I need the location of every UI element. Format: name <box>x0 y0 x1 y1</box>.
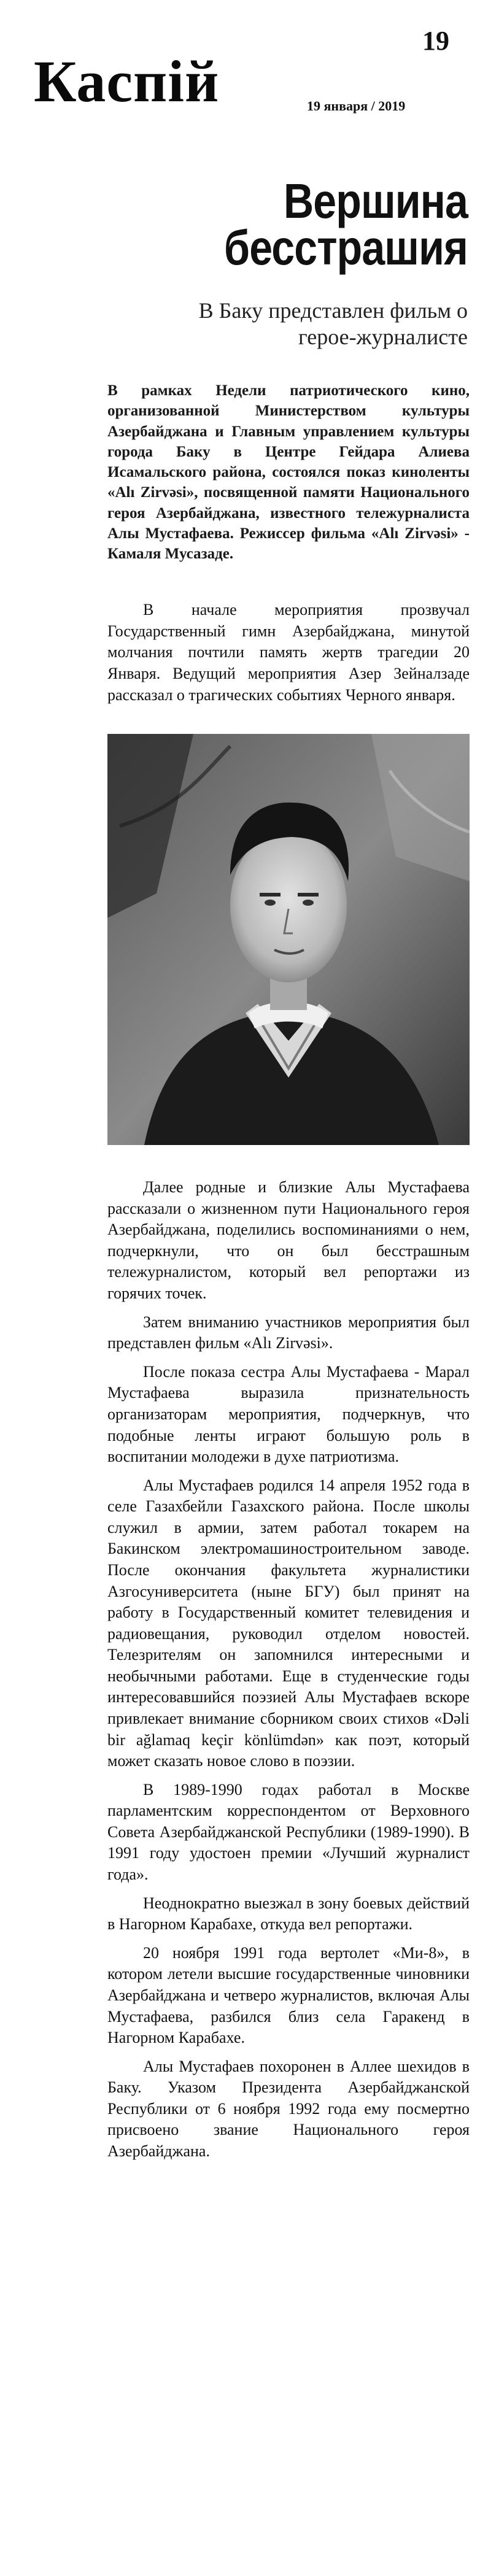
body-paragraph: После показа сестра Алы Мустафаева - Марал Мустафаева выразила признательность организаторам мероприятия, подчеркнув, что подобные ленты играют большую роль в воспитании молодежи в духе патриотизма. <box>107 1362 470 1466</box>
headline-line-1: Вершина <box>284 174 468 228</box>
body-paragraph: 20 ноября 1991 года вертолет «Ми-8», в котором летели высшие государственные чиновники Азербайджана и четверо журналистов, включая Алы Мустафаева, разбился близ села Гаракенд в Нагорном Карабахе. <box>107 1943 470 2047</box>
body-paragraph: Затем вниманию участников мероприятия был представлен фильм «Alı Zirvəsi». <box>107 1313 470 1352</box>
lead-paragraph: В рамках Недели патриотического кино, организованной Министерством культуры Азербайджана и Главным управлением культуры города Баку в Центре Гейдара Алиева Исамальского района, состоялся показ киноленты «Alı Zirvəsi», посвященной памяти Национального героя Азербайджана, известного тележурналиста Алы Мустафаева. Режиссер фильма «Alı Zirvəsi» - Камаля Мусазаде. <box>107 382 470 562</box>
body-paragraph: Далее родные и близкие Алы Мустафаева рассказали о жизненном пути Национального героя Азербайджана, поделились воспоминаниями о нем, подчеркнули, что он был бесстрашным тележурналистом, который вел репортажи из горячих точек. <box>107 1178 470 1303</box>
headline-line-2: бесстрашия <box>224 220 468 275</box>
body-paragraph: В начале мероприятия прозвучал Государственный гимн Азербайджана, минутой молчания почтили память жертв трагедии 20 Января. Ведущий мероприятия Азер Зейналзаде рассказал о трагических событиях Черного января. <box>107 601 470 704</box>
body-paragraph: Алы Мустафаев похоронен в Аллее шехидов в Баку. Указом Президента Азербайджанской Республики от 6 ноября 1992 года ему посмертно присвоено звание Национального героя Азербайджана. <box>107 2057 470 2160</box>
issue-date: 19 января / 2019 <box>307 98 406 114</box>
body-paragraph: Алы Мустафаев родился 14 апреля 1952 года в селе Газахбейли Газахского района. После школы служил в армии, затем работал токарем на Бакинском электромашиностроительном заводе. После окончания факультета журналистики Азгосуниверситета (ныне БГУ) был принят на работу в Государственный комитет телевидения и радиовещания, руководил отделом новостей. Телезрителям он запомнился интересными и необычными работами. Еще в студенческие годы интересовавшийся поэзией Алы Мустафаев вскоре привлекает внимание сборником своих стихов «Dəli bir ağlamaq keçir könlümdən» как поэт, который может сказать новое слово в поэзии. <box>107 1476 470 1770</box>
article-column <box>107 380 470 2170</box>
body-paragraph: Неоднократно выезжал в зону боевых действий в Нагорном Карабахе, откуда вел репортажи. <box>107 1894 470 1934</box>
masthead-title: Каспiй <box>34 48 220 114</box>
portrait-photo-graphic <box>107 734 470 1145</box>
headline <box>224 174 468 275</box>
portrait-photo <box>107 734 470 1145</box>
page-number: 19 <box>422 26 449 56</box>
subheadline: В Баку представлен фильм о герое-журналисте <box>198 298 468 350</box>
body-paragraph: В 1989-1990 годах работал в Москве парламентским корреспондентом от Верховного Совета Азербайджанской Республики (1989-1990). В 1991 году удостоен премии «Лучший журналист года». <box>107 1780 470 1884</box>
